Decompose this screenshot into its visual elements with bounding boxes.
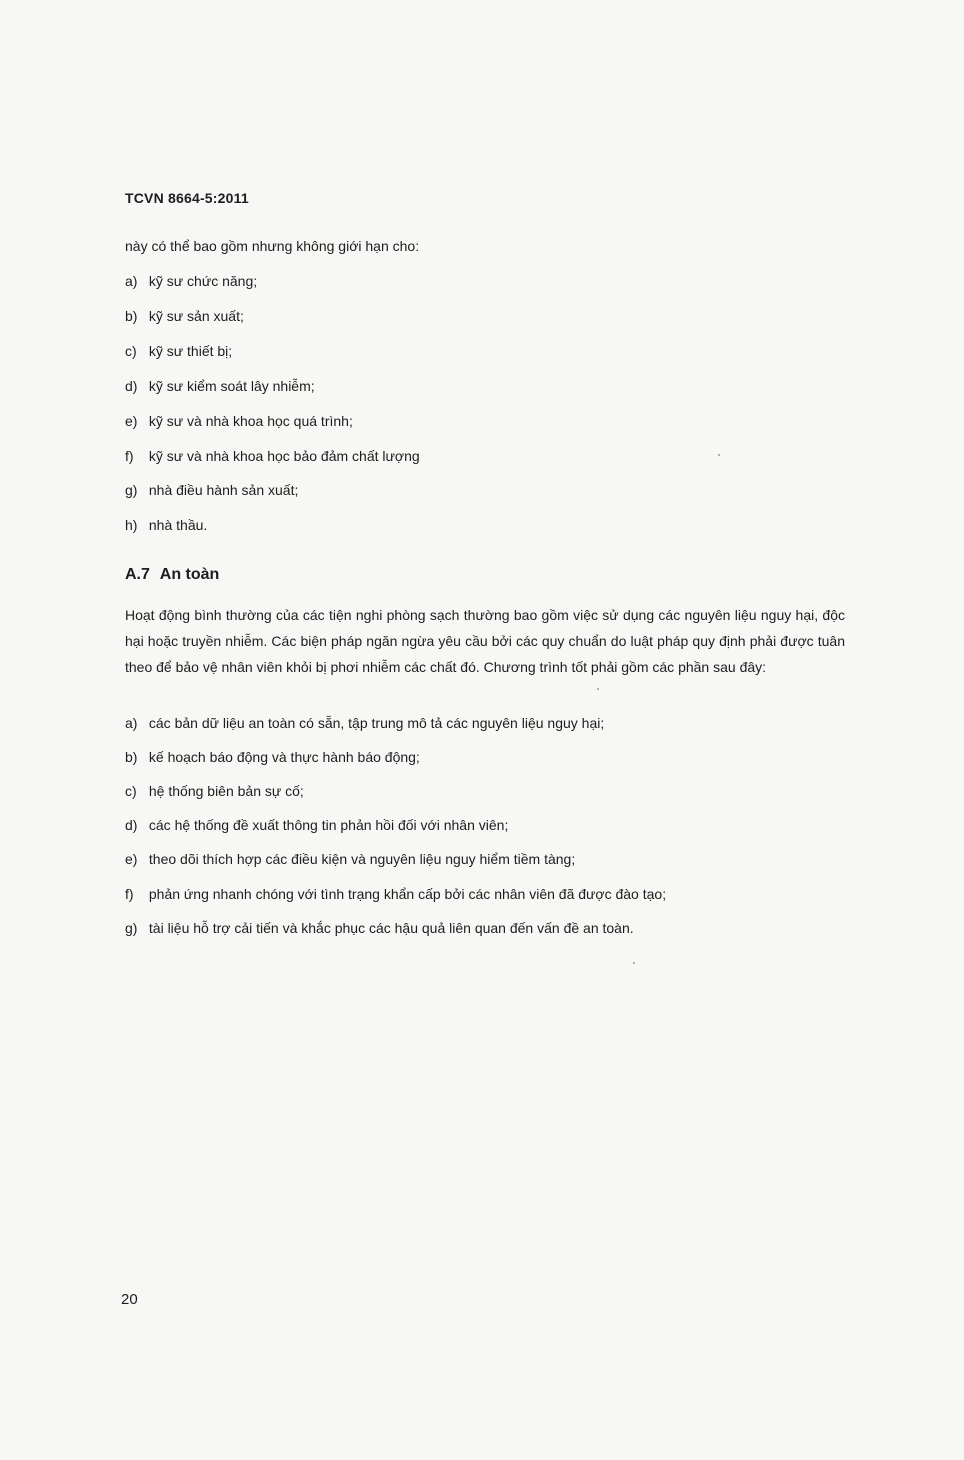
list-text: các hệ thống đề xuất thông tin phản hồi đối với nhân viên; — [148, 817, 509, 833]
list-item — [125, 412, 353, 430]
intro-text: này có thể bao gồm nhưng không giới hạn cho: — [125, 238, 420, 254]
list-marker: f) — [125, 886, 134, 902]
section-number: A.7 — [125, 566, 150, 583]
list-text: hệ thống biên bản sự cố; — [148, 783, 304, 799]
list-marker: d) — [125, 817, 138, 833]
list-text: nhà thầu. — [148, 517, 208, 533]
list-text: phản ứng nhanh chóng với tình trạng khẩn cấp bởi các nhân viên đã được đào tạo; — [148, 886, 667, 902]
list-item — [125, 782, 304, 800]
scan-speck — [633, 962, 635, 964]
scan-speck — [597, 688, 599, 690]
list-text: tài liệu hỗ trợ cải tiến và khắc phục các hậu quả liên quan đến vấn đề an toàn. — [148, 920, 634, 936]
list-text: kỹ sư và nhà khoa học bảo đảm chất lượng — [148, 448, 420, 464]
list-item — [125, 377, 315, 395]
list-marker: g) — [125, 482, 138, 498]
list-item — [125, 307, 244, 325]
list-item — [125, 885, 666, 903]
list-item — [125, 516, 207, 534]
list-item — [125, 481, 298, 499]
list-item — [125, 850, 575, 868]
scan-speck — [718, 454, 720, 456]
list-marker: f) — [125, 448, 134, 464]
list-text: kỹ sư sản xuất; — [148, 308, 244, 324]
list-item — [125, 816, 508, 834]
list-marker: e) — [125, 413, 138, 429]
section-paragraph: Hoạt động bình thường của các tiện nghi phòng sạch thường bao gồm việc sử dụng các nguyên liệu nguy hại, độc hại hoặc truyền nhiễm. Các biện pháp ngăn ngừa yêu cầu bởi các quy chuẩn do luật pháp quy định phải được tuân theo để bảo vệ nhân viên khỏi bị phơi nhiễm các chất đó. Chương trình tốt phải gồm các phần sau đây: — [125, 607, 845, 675]
list-marker: h) — [125, 517, 138, 533]
list-marker: e) — [125, 851, 138, 867]
list-text: kỹ sư chức năng; — [148, 273, 258, 289]
list-marker: a) — [125, 715, 138, 731]
page-number: 20 — [121, 1291, 138, 1308]
list-text: theo dõi thích hợp các điều kiện và nguyên liệu nguy hiểm tiềm tàng; — [148, 851, 576, 867]
list-text: kỹ sư và nhà khoa học quá trình; — [148, 413, 353, 429]
list-marker: b) — [125, 749, 138, 765]
list-text: kỹ sư thiết bị; — [148, 343, 233, 359]
list-text: nhà điều hành sản xuất; — [148, 482, 299, 498]
list-item — [125, 342, 232, 360]
list-item — [125, 748, 420, 766]
list-marker: g) — [125, 920, 138, 936]
list-item — [125, 714, 604, 732]
document-code: TCVN 8664-5:2011 — [125, 190, 249, 206]
list-item — [125, 919, 634, 937]
list-marker: a) — [125, 273, 138, 289]
list-text: kế hoạch báo động và thực hành báo động; — [148, 749, 420, 765]
list-marker: c) — [125, 783, 137, 799]
list-marker: d) — [125, 378, 138, 394]
list-text: các bản dữ liệu an toàn có sẵn, tập trung mô tả các nguyên liệu nguy hại; — [148, 715, 605, 731]
list-text: kỹ sư kiểm soát lây nhiễm; — [148, 378, 315, 394]
list-item — [125, 272, 257, 290]
list-marker: b) — [125, 308, 138, 324]
list-item — [125, 447, 420, 465]
section-heading — [125, 566, 219, 584]
list-marker: c) — [125, 343, 137, 359]
section-title: An toàn — [159, 566, 220, 583]
